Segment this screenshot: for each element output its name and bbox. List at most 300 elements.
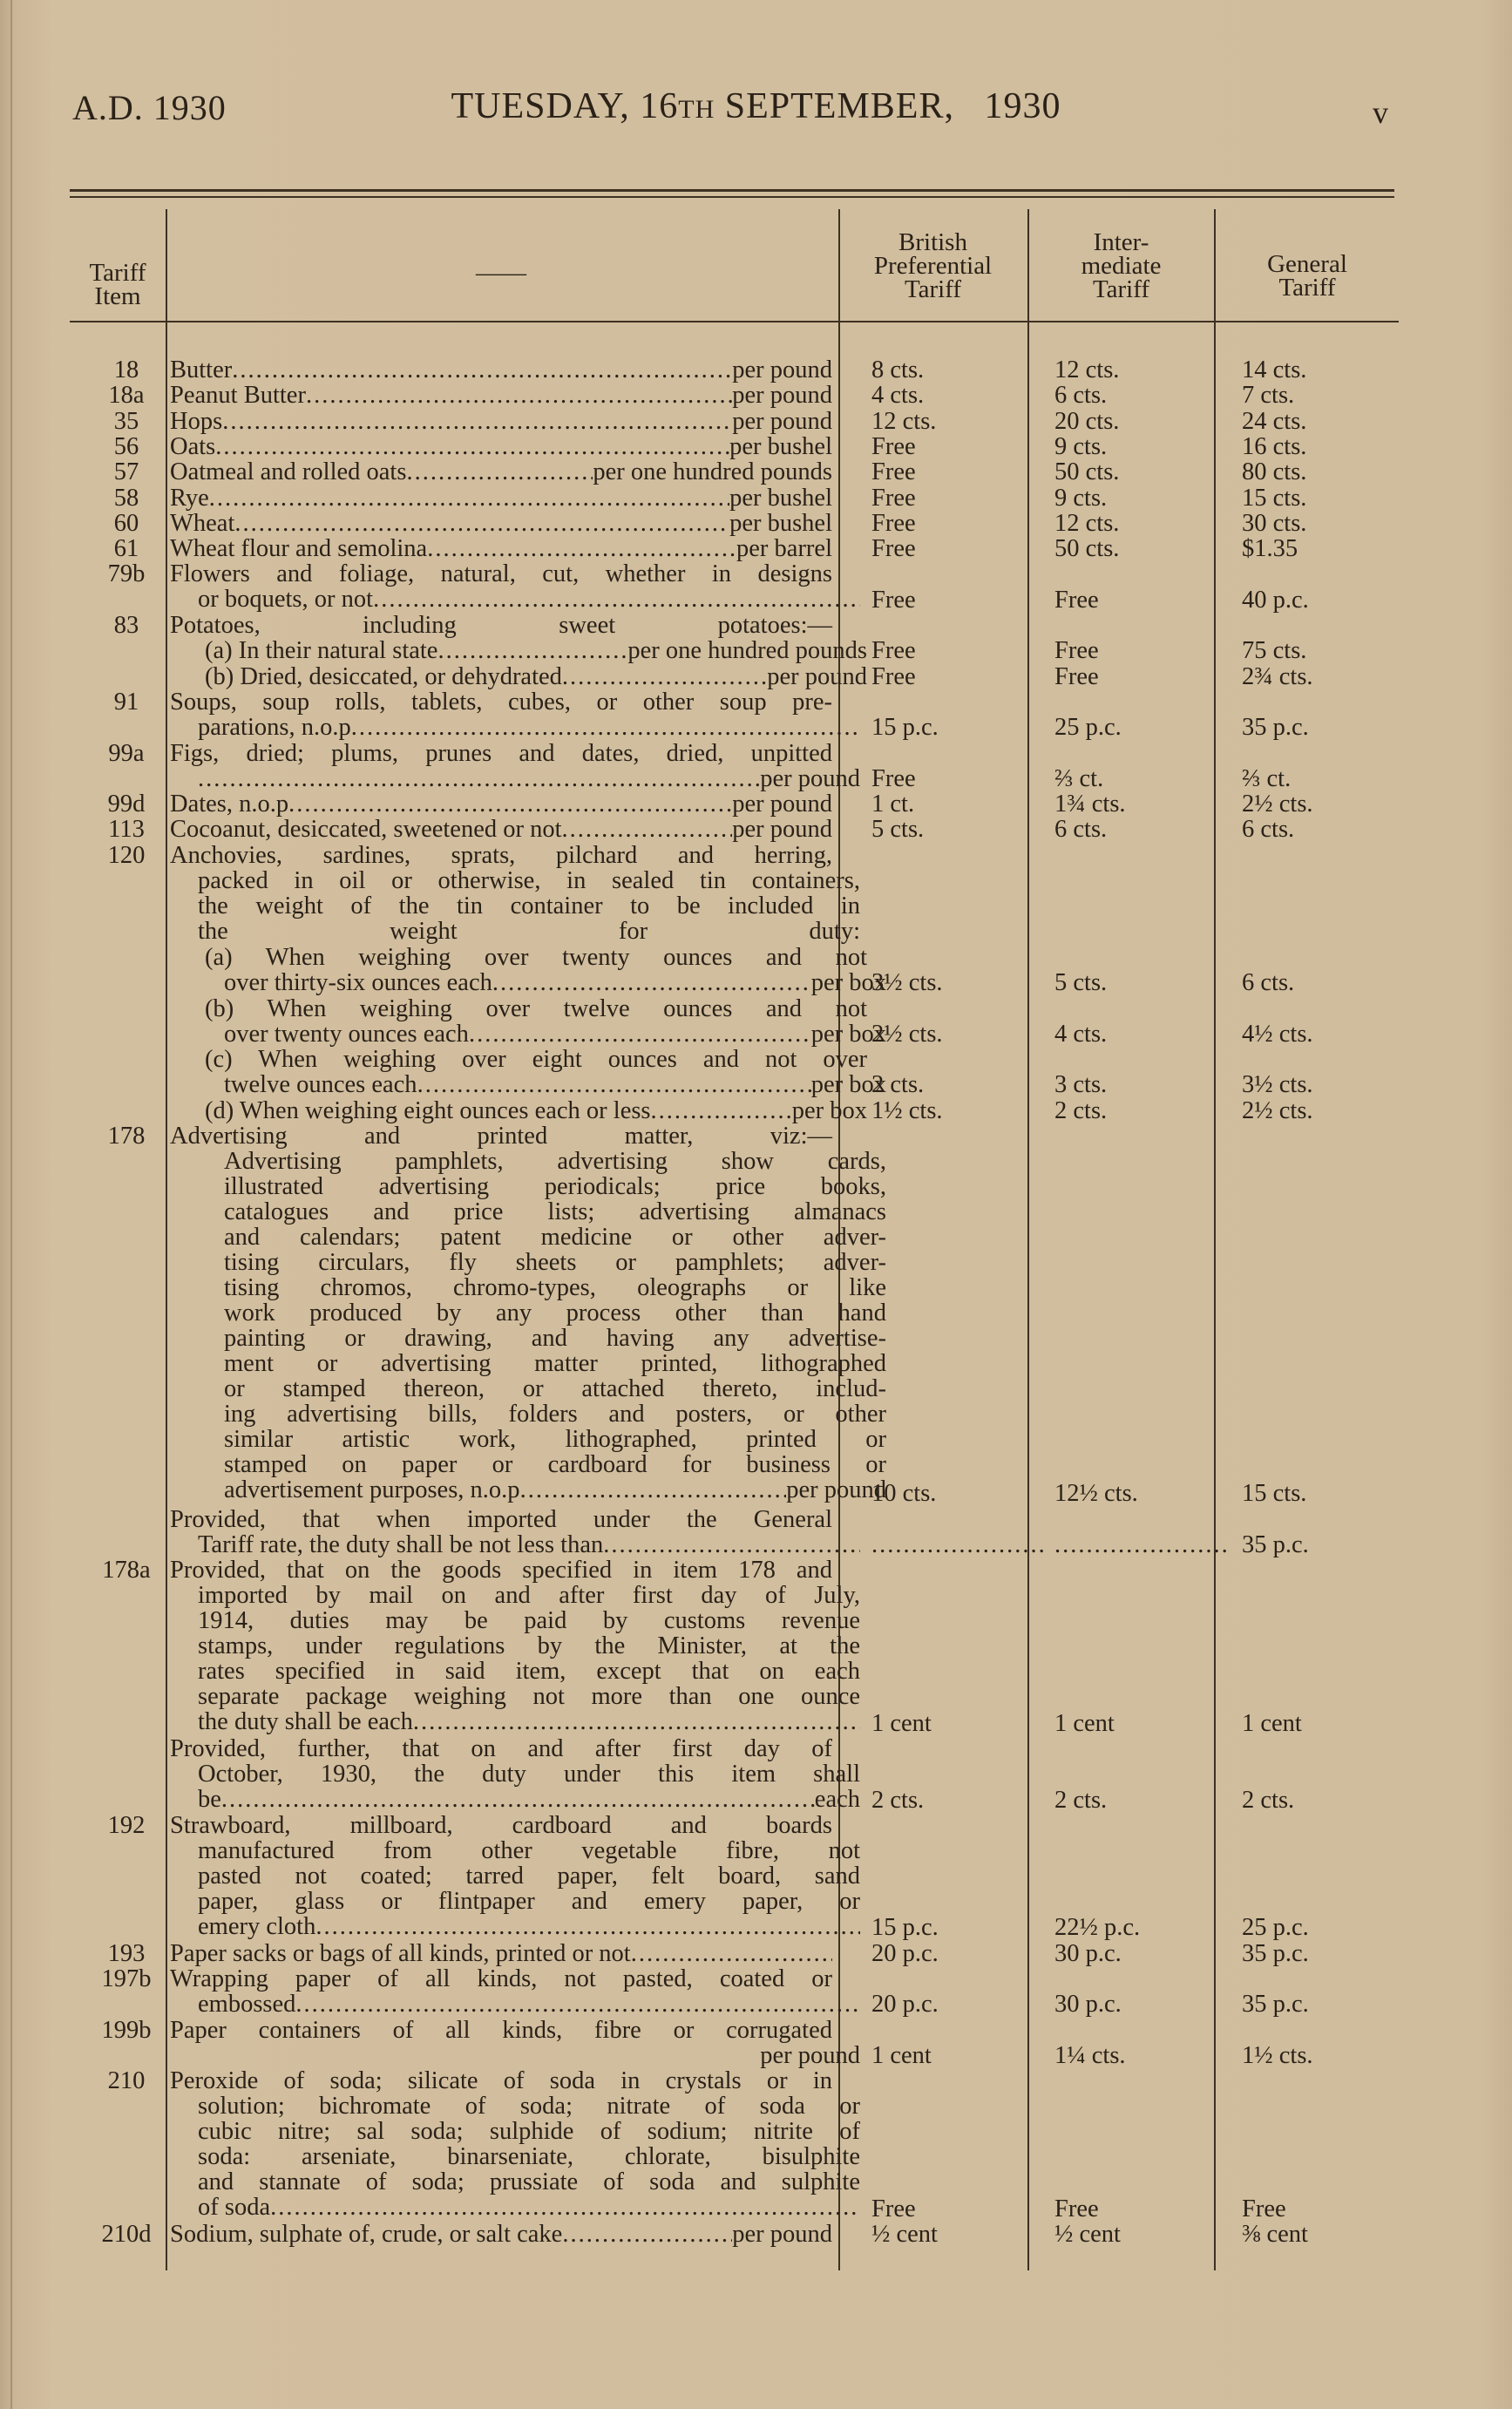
tariff-description bbox=[170, 1096, 867, 1124]
unit-of-measure: per bushel bbox=[729, 432, 832, 460]
rate-general: 35 p.c. bbox=[1242, 1939, 1309, 1967]
rate-intermediate: Free bbox=[1054, 637, 1099, 665]
description-line bbox=[170, 357, 832, 383]
description-line bbox=[170, 1123, 832, 1149]
rate-general: ⅔ ct. bbox=[1242, 764, 1292, 792]
tariff-item-number: 120 bbox=[107, 841, 146, 869]
tariff-description bbox=[170, 817, 832, 842]
description-line bbox=[170, 1507, 832, 1532]
dot-leader bbox=[270, 2195, 860, 2220]
description-text: packed in oil or otherwise, in sealed tin containers, bbox=[198, 866, 860, 894]
description-text: over thirty-six ounces each bbox=[224, 968, 492, 996]
unit-of-measure: per pound bbox=[732, 356, 832, 383]
description-text: painting or drawing, and having any advertise- bbox=[224, 1325, 886, 1352]
description-text: Wheat flour and semolina bbox=[170, 535, 428, 563]
description-line bbox=[170, 1583, 860, 1608]
tariff-description bbox=[170, 689, 832, 740]
rate-general: 40 p.c. bbox=[1242, 586, 1309, 614]
description-line bbox=[170, 996, 867, 1021]
description-line bbox=[170, 1863, 860, 1889]
description-text: (a) When weighing over twenty ounces and not bbox=[205, 943, 867, 971]
rate-general: 3½ cts. bbox=[1242, 1071, 1313, 1099]
description-line bbox=[170, 1098, 867, 1123]
tariff-item-number: 199b bbox=[101, 2016, 152, 2044]
description-line bbox=[170, 1427, 886, 1452]
description-text: Wrapping paper of all kinds, not pasted, coated or bbox=[170, 1965, 832, 1992]
rate-general: 15 cts. bbox=[1242, 484, 1307, 512]
description-text: the weight of the tin container to be included in bbox=[198, 892, 860, 919]
description-line bbox=[170, 485, 832, 511]
rate-british-preferential: 2 cts. bbox=[871, 1786, 925, 1814]
dot-leader bbox=[232, 357, 732, 383]
tariff-description bbox=[170, 459, 832, 485]
column-head-british-preferential bbox=[839, 228, 1027, 303]
rate-intermediate: Free bbox=[1054, 2195, 1099, 2222]
description-line bbox=[170, 791, 832, 817]
tariff-item-number: 210d bbox=[101, 2220, 152, 2248]
rate-intermediate: 1¾ cts. bbox=[1054, 791, 1126, 818]
description-line bbox=[170, 1941, 832, 1966]
dot-leader bbox=[209, 485, 729, 511]
tariff-description bbox=[170, 2067, 860, 2222]
description-line bbox=[170, 2018, 832, 2043]
rate-intermediate: 2 cts. bbox=[1054, 1786, 1108, 1814]
tariff-item-number: 91 bbox=[113, 688, 139, 716]
tariff-description bbox=[170, 511, 832, 536]
description-text: cubic nitre; sal soda; sulphide of sodium; nitrite of bbox=[198, 2118, 860, 2146]
rate-british-preferential: Free bbox=[871, 2195, 916, 2222]
rate-general: 2 cts. bbox=[1242, 1786, 1295, 1814]
rate-british-preferential: 3½ cts. bbox=[871, 969, 943, 997]
rate-general: 1½ cts. bbox=[1242, 2041, 1313, 2069]
description-text: Rye bbox=[170, 484, 209, 512]
description-text: and stannate of soda; prussiate of soda and sulphite bbox=[198, 2168, 860, 2196]
dot-leader bbox=[234, 511, 729, 536]
description-text: Flowers and foliage, natural, cut, whether in designs bbox=[170, 560, 832, 588]
description-text: imported by mail on and after first day of July, bbox=[198, 1582, 860, 1610]
tariff-description bbox=[170, 637, 867, 665]
description-text: (a) In their natural state bbox=[205, 637, 438, 665]
unit-of-measure: per bushel bbox=[729, 509, 832, 537]
rate-general: Free bbox=[1242, 2195, 1286, 2222]
description-text: per pound bbox=[760, 2041, 860, 2069]
rate-intermediate: Free bbox=[1054, 586, 1099, 614]
column-head-general bbox=[1216, 250, 1399, 302]
description-line bbox=[170, 868, 860, 893]
description-text: similar artistic work, lithographed, printed or bbox=[224, 1426, 886, 1453]
description-line bbox=[170, 1659, 860, 1684]
description-text: Peroxide of soda; silicate of soda in crystals or in bbox=[170, 2067, 832, 2095]
rate-general: 6 cts. bbox=[1242, 816, 1295, 844]
rate-british-preferential: 2 cts. bbox=[871, 1071, 925, 1099]
header-year: A.D. 1930 bbox=[72, 88, 227, 127]
description-text: Peanut Butter bbox=[170, 382, 306, 410]
tariff-item-number: 192 bbox=[107, 1812, 146, 1840]
description-line bbox=[170, 1787, 860, 1812]
tariff-item-number: 18a bbox=[108, 382, 145, 410]
description-line bbox=[170, 1914, 860, 1939]
description-line bbox=[170, 741, 832, 766]
description-text: parations, n.o.p bbox=[198, 713, 351, 741]
rate-intermediate: 22½ p.c. bbox=[1054, 1914, 1141, 1942]
column-head-gn-line2: Tariff bbox=[1278, 274, 1336, 302]
dot-leader bbox=[373, 587, 860, 612]
description-line bbox=[170, 1199, 886, 1225]
tariff-item-number: 83 bbox=[113, 612, 139, 639]
rate-general: 15 cts. bbox=[1242, 1480, 1307, 1508]
tariff-description bbox=[170, 2016, 860, 2069]
description-line bbox=[170, 919, 860, 944]
column-head-item-line2: Item bbox=[94, 282, 141, 310]
description-line bbox=[170, 1021, 886, 1047]
tariff-item-number: 193 bbox=[107, 1939, 146, 1967]
description-text: solution; bichromate of soda; nitrate of soda or bbox=[198, 2093, 860, 2121]
dot-leader bbox=[520, 1477, 787, 1503]
column-head-item-line1: Tariff bbox=[89, 259, 146, 287]
rate-general: 2½ cts. bbox=[1242, 1096, 1313, 1124]
rate-british-preferential: 2½ cts. bbox=[871, 1020, 943, 1048]
rate-general: 30 cts. bbox=[1242, 509, 1307, 537]
rate-intermediate: 5 cts. bbox=[1054, 969, 1108, 997]
description-line bbox=[170, 843, 832, 868]
header-date bbox=[0, 85, 1512, 127]
dot-leader bbox=[562, 664, 767, 689]
description-line bbox=[170, 2144, 860, 2169]
rate-intermediate bbox=[1054, 1532, 1229, 1557]
description-text: or stamped thereon, or attached thereto, includ- bbox=[224, 1375, 886, 1402]
tariff-description bbox=[170, 943, 886, 996]
description-line bbox=[170, 1376, 886, 1401]
tariff-item-number: 99a bbox=[108, 739, 145, 767]
description-text: or boquets, or not bbox=[198, 586, 374, 614]
description-text: of soda bbox=[198, 2194, 271, 2222]
description-text: Advertising and printed matter, viz:— bbox=[170, 1123, 832, 1150]
rate-intermediate: 2 cts. bbox=[1054, 1096, 1108, 1124]
tariff-item-number: 56 bbox=[113, 432, 139, 460]
description-line bbox=[170, 2119, 860, 2144]
description-line bbox=[170, 1401, 886, 1427]
description-text: stamped on paper or cardboard for business or bbox=[224, 1451, 886, 1478]
description-text: catalogues and price lists; advertising almanacs bbox=[224, 1198, 886, 1225]
dot-leader bbox=[295, 1992, 860, 2017]
rate-british-preferential: 15 p.c. bbox=[871, 714, 939, 742]
tariff-description bbox=[170, 1812, 860, 1941]
description-text: Provided, that on the goods specified in item 178 and bbox=[170, 1557, 832, 1585]
rate-british-preferential: Free bbox=[871, 458, 916, 486]
description-text: stamps, under regulations by the Minister, at the bbox=[198, 1632, 860, 1660]
rate-general: 16 cts. bbox=[1242, 432, 1307, 460]
description-text: ment or advertising matter printed, lithographed bbox=[224, 1350, 886, 1377]
tariff-description bbox=[170, 383, 832, 408]
description-text: (b) Dried, desiccated, or dehydrated bbox=[205, 662, 562, 690]
rate-british-preferential: 20 p.c. bbox=[871, 1991, 939, 2019]
description-line bbox=[170, 511, 832, 536]
dot-leader bbox=[198, 766, 760, 791]
unit-of-measure: per barrel bbox=[736, 535, 832, 563]
description-text: Dates, n.o.p bbox=[170, 791, 289, 818]
description-text: Advertising pamphlets, advertising show cards, bbox=[224, 1148, 886, 1175]
dot-leader bbox=[288, 791, 732, 817]
column-head-bp-line1: British bbox=[898, 228, 967, 256]
description-text: rates specified in said item, except that on each bbox=[198, 1658, 860, 1686]
rate-intermediate: 30 p.c. bbox=[1054, 1939, 1122, 1967]
description-line bbox=[170, 1477, 886, 1503]
rate-intermediate: 25 p.c. bbox=[1054, 714, 1122, 742]
rate-british-preferential: Free bbox=[871, 509, 916, 537]
rate-intermediate: 6 cts. bbox=[1054, 382, 1108, 410]
description-text: the duty shall be each bbox=[198, 1708, 413, 1736]
column-head-description: —— bbox=[476, 259, 526, 287]
header-bottom-rule bbox=[70, 321, 1399, 322]
dot-leader bbox=[562, 2222, 732, 2247]
rate-british-preferential: 20 p.c. bbox=[871, 1939, 939, 1967]
rate-british-preferential: Free bbox=[871, 586, 916, 614]
description-text: Potatoes, including sweet potatoes:— bbox=[170, 612, 832, 639]
tariff-item-number: 178 bbox=[107, 1123, 146, 1150]
rate-british-preferential: Free bbox=[871, 432, 916, 460]
unit-of-measure: per bushel bbox=[729, 484, 832, 512]
dot-leader bbox=[215, 434, 729, 459]
description-line bbox=[170, 1174, 886, 1199]
tariff-item-number: 113 bbox=[108, 816, 145, 844]
description-text: embossed bbox=[198, 1990, 296, 2018]
description-text: Sodium, sulphate of, crude, or salt cake bbox=[170, 2220, 563, 2248]
description-text: Anchovies, sardines, sprats, pilchard and herring, bbox=[170, 841, 832, 869]
dot-leader bbox=[437, 638, 627, 663]
column-head-im-line1: Inter- bbox=[1093, 228, 1149, 256]
description-line bbox=[170, 1966, 832, 1992]
unit-of-measure: per box bbox=[810, 1071, 886, 1099]
tariff-description bbox=[170, 791, 832, 817]
rate-general: 4½ cts. bbox=[1242, 1020, 1313, 1048]
description-text: soda: arseniate, binarseniate, chlorate, bisulphite bbox=[198, 2143, 860, 2171]
rate-intermediate: 6 cts. bbox=[1054, 816, 1108, 844]
description-line bbox=[170, 1838, 860, 1863]
description-text: Soups, soup rolls, tablets, cubes, or other soup pre- bbox=[170, 688, 832, 716]
rate-intermediate: 30 p.c. bbox=[1054, 1991, 1122, 2019]
rate-general: 6 cts. bbox=[1242, 969, 1295, 997]
description-line bbox=[170, 1300, 886, 1326]
tariff-description bbox=[170, 1735, 860, 1814]
rate-intermediate: ⅔ ct. bbox=[1054, 764, 1104, 792]
dot-leader bbox=[631, 1941, 832, 1966]
unit-of-measure: per one hundred pounds bbox=[627, 637, 867, 665]
description-line bbox=[170, 1761, 860, 1787]
unit-of-measure: each bbox=[814, 1786, 860, 1814]
column-head-im-line3: Tariff bbox=[1092, 275, 1150, 303]
description-text: over twenty ounces each bbox=[224, 1020, 469, 1048]
rate-intermediate: 9 cts. bbox=[1054, 432, 1108, 460]
description-line bbox=[170, 1149, 886, 1174]
rate-intermediate: 12 cts. bbox=[1054, 509, 1120, 537]
description-text: advertisement purposes, n.o.p bbox=[224, 1476, 520, 1503]
description-line bbox=[170, 715, 860, 740]
top-rule-thin bbox=[70, 196, 1394, 198]
description-text: Provided, that when imported under the General bbox=[170, 1505, 832, 1533]
description-text: Figs, dried; plums, prunes and dates, dried, unpitted bbox=[170, 739, 832, 767]
description-line bbox=[170, 1072, 886, 1097]
column-head-gn-line1: General bbox=[1267, 250, 1347, 278]
description-line bbox=[170, 970, 886, 995]
tariff-description bbox=[170, 613, 832, 638]
tariff-description bbox=[170, 1507, 832, 1557]
dot-leader bbox=[413, 1709, 860, 1734]
rate-british-preferential: Free bbox=[871, 484, 916, 512]
dot-leader bbox=[222, 409, 732, 434]
unit-of-measure: per pound bbox=[732, 2220, 832, 2248]
tariff-description bbox=[170, 536, 832, 561]
tariff-description bbox=[170, 485, 832, 511]
rate-general: 75 cts. bbox=[1242, 637, 1307, 665]
description-line bbox=[170, 1813, 832, 1838]
dot-leader bbox=[406, 459, 593, 485]
description-line bbox=[170, 613, 832, 638]
description-line bbox=[170, 638, 867, 663]
rate-british-preferential: Free bbox=[871, 637, 916, 665]
dot-leader bbox=[469, 1021, 811, 1047]
description-line bbox=[170, 945, 867, 970]
dot-leader bbox=[315, 1914, 860, 1939]
tariff-description bbox=[170, 357, 832, 383]
description-text: Paper sacks or bags of all kinds, printed or not bbox=[170, 1939, 631, 1967]
rate-british-preferential: ½ cent bbox=[871, 2220, 938, 2248]
tariff-description bbox=[170, 662, 867, 690]
description-line bbox=[170, 1047, 867, 1072]
dot-leader bbox=[417, 1072, 811, 1097]
description-text: Strawboard, millboard, cardboard and boards bbox=[170, 1812, 832, 1840]
description-text: tising chromos, chromo-types, oleographs or like bbox=[224, 1274, 886, 1301]
rate-british-preferential: 10 cts. bbox=[871, 1480, 937, 1508]
dot-leader bbox=[221, 1787, 815, 1812]
rate-intermediate: Free bbox=[1054, 662, 1099, 690]
column-head-intermediate bbox=[1028, 228, 1214, 303]
tariff-description bbox=[170, 1123, 886, 1503]
column-head-item bbox=[70, 261, 166, 309]
description-text: tising circulars, fly sheets or pamphlets; adver- bbox=[224, 1249, 886, 1276]
unit-of-measure: per box bbox=[810, 1020, 886, 1048]
description-line bbox=[170, 587, 860, 612]
tariff-description bbox=[170, 994, 886, 1048]
rate-intermediate: 4 cts. bbox=[1054, 1020, 1108, 1048]
rate-intermediate: 50 cts. bbox=[1054, 535, 1120, 563]
description-text: emery cloth bbox=[198, 1913, 316, 1941]
description-line bbox=[170, 1992, 860, 2017]
tariff-description bbox=[170, 2222, 832, 2247]
description-text: (c) When weighing over eight ounces and not over bbox=[205, 1046, 867, 1074]
description-line bbox=[170, 1889, 860, 1914]
description-line bbox=[170, 2195, 860, 2220]
rate-intermediate: 20 cts. bbox=[1054, 407, 1120, 435]
unit-of-measure: per pound bbox=[732, 382, 832, 410]
top-rule-thick bbox=[70, 189, 1394, 192]
rate-general: 35 p.c. bbox=[1242, 1530, 1309, 1558]
description-line bbox=[170, 1557, 832, 1583]
rate-british-preferential: 1½ cts. bbox=[871, 1096, 943, 1124]
rate-general: 80 cts. bbox=[1242, 458, 1307, 486]
description-line bbox=[170, 536, 832, 561]
description-line bbox=[170, 1225, 886, 1250]
dot-leader bbox=[306, 383, 732, 408]
description-text: Hops bbox=[170, 407, 223, 435]
rate-british-preferential: Free bbox=[871, 535, 916, 563]
description-line bbox=[170, 561, 832, 587]
rate-general: 14 cts. bbox=[1242, 356, 1307, 383]
description-text: separate package weighing not more than one ounce bbox=[198, 1683, 860, 1711]
dot-leader bbox=[603, 1532, 860, 1557]
description-line bbox=[170, 2068, 832, 2093]
rate-intermediate: ½ cent bbox=[1054, 2220, 1121, 2248]
description-line bbox=[170, 1709, 860, 1734]
rate-british-preferential: 15 p.c. bbox=[871, 1914, 939, 1942]
unit-of-measure: per pound bbox=[732, 407, 832, 435]
rate-general: 25 p.c. bbox=[1242, 1914, 1309, 1942]
rate-intermediate: 1 cent bbox=[1054, 1709, 1115, 1737]
rate-british-preferential: 8 cts. bbox=[871, 356, 925, 383]
header-date-suffix: TH bbox=[678, 95, 715, 124]
column-head-bp-line2: Preferential bbox=[873, 252, 993, 280]
header-page-number: v bbox=[1373, 95, 1389, 130]
rate-intermediate: 12 cts. bbox=[1054, 356, 1120, 383]
tariff-description bbox=[170, 1941, 832, 1966]
unit-of-measure: per pound bbox=[732, 791, 832, 818]
tariff-description bbox=[170, 1557, 860, 1736]
description-line bbox=[170, 2169, 860, 2195]
tariff-description bbox=[170, 1966, 832, 2017]
page-spine bbox=[10, 0, 12, 2409]
description-text: ing advertising bills, folders and posters, or other bbox=[224, 1401, 886, 1428]
rate-british-preferential: 1 cent bbox=[871, 2041, 932, 2069]
description-text: Wheat bbox=[170, 509, 235, 537]
tariff-description bbox=[170, 739, 860, 792]
description-text: (d) When weighing eight ounces each or less bbox=[205, 1096, 651, 1124]
description-text: Butter bbox=[170, 356, 233, 383]
description-text: pasted not coated; tarred paper, felt board, sand bbox=[198, 1863, 860, 1890]
description-line bbox=[170, 1250, 886, 1275]
tariff-item-number: 58 bbox=[113, 484, 139, 512]
tariff-item-number: 210 bbox=[107, 2067, 146, 2095]
header-date-part2: SEPTEMBER, 1930 bbox=[715, 86, 1061, 126]
description-line bbox=[170, 459, 832, 485]
unit-of-measure: per box bbox=[810, 968, 886, 996]
description-line bbox=[170, 1326, 886, 1351]
description-text: Cocoanut, desiccated, sweetened or not bbox=[170, 816, 562, 844]
tariff-item-number: 197b bbox=[101, 1965, 152, 1992]
dot-leader bbox=[562, 817, 733, 842]
unit-of-measure: per pound bbox=[767, 662, 867, 690]
tariff-item-number: 18 bbox=[113, 356, 139, 383]
dot-leader bbox=[351, 715, 860, 740]
description-line bbox=[170, 1532, 860, 1557]
description-text: illustrated advertising periodicals; price books, bbox=[224, 1173, 886, 1200]
tariff-item-number: 57 bbox=[113, 458, 139, 486]
rate-british-preferential: Free bbox=[871, 662, 916, 690]
description-line bbox=[170, 2222, 832, 2247]
unit-of-measure: per pound bbox=[732, 816, 832, 844]
description-line bbox=[170, 434, 832, 459]
rate-intermediate: 12½ cts. bbox=[1054, 1480, 1138, 1508]
column-head-im-line2: mediate bbox=[1081, 252, 1162, 280]
description-line bbox=[170, 2093, 860, 2119]
dot-leader bbox=[492, 970, 811, 995]
description-line bbox=[170, 817, 832, 842]
description-text: manufactured from other vegetable fibre, not bbox=[198, 1837, 860, 1865]
tariff-description bbox=[170, 561, 832, 612]
tariff-description bbox=[170, 434, 832, 459]
description-text: the weight for duty: bbox=[198, 917, 860, 945]
rate-british-preferential: 1 cent bbox=[871, 1709, 932, 1737]
description-text: and calendars; patent medicine or other adver- bbox=[224, 1224, 886, 1251]
rate-general: 35 p.c. bbox=[1242, 1991, 1309, 2019]
